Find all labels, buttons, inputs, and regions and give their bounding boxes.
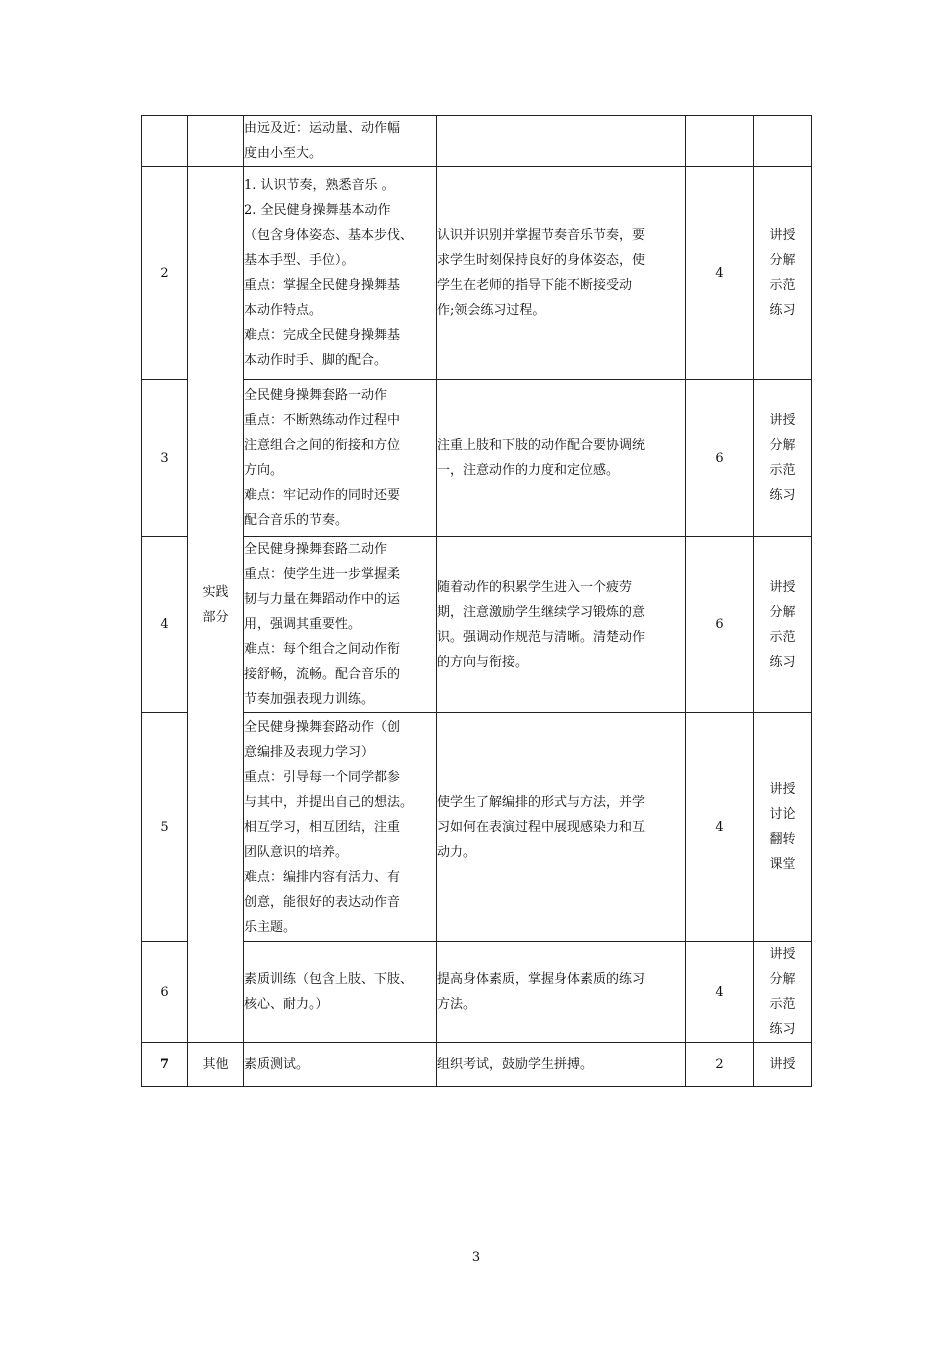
content-line: 方向。 — [244, 463, 284, 478]
method-line: 讲授 — [769, 228, 796, 243]
method-line: 示范 — [769, 278, 796, 293]
content-line: 全民健身操舞套路二动作 — [244, 542, 388, 557]
hours-cell: 2 — [686, 1043, 754, 1087]
content-cell — [244, 942, 437, 1043]
content-line: 配合音乐的节奏。 — [244, 513, 349, 528]
row-number-cell: 5 — [142, 713, 188, 942]
requirement-line: 一，注意动作的力度和定位感。 — [437, 463, 620, 478]
content-line: 重点：不断熟练动作过程中 — [244, 413, 401, 428]
content-line: 注意组合之间的衔接和方位 — [244, 438, 401, 453]
teaching-plan-table — [141, 115, 812, 1087]
method-line: 分解 — [769, 972, 796, 987]
table-row — [142, 116, 812, 167]
practice-part-cell — [188, 167, 244, 1043]
method-cell — [754, 1043, 812, 1087]
content-line: 基本手型、手位）。 — [244, 253, 355, 268]
method-line: 分解 — [769, 253, 796, 268]
requirement-line: 动力。 — [437, 844, 477, 860]
requirement-line: 学生在老师的指导下能不断接受动 — [437, 278, 633, 293]
requirement-line: 求学生时刻保持良好的身体姿态，使 — [437, 253, 646, 268]
requirement-line: 注重上肢和下肢的动作配合要协调统 — [437, 438, 646, 453]
requirement-cell — [437, 1043, 686, 1087]
hours-cell: 4 — [686, 713, 754, 942]
content-line: 难点：牢记动作的同时还要 — [244, 488, 401, 503]
content-line: 1. 认识节奏，熟悉音乐 。 — [244, 178, 395, 193]
content-cell — [244, 167, 437, 380]
part-label-line: 部分 — [202, 609, 229, 625]
requirement-line: 方法。 — [437, 997, 477, 1012]
content-line: 难点：完成全民健身操舞基 — [244, 328, 401, 343]
content-cell — [244, 116, 437, 167]
method-line: 翻转 — [769, 832, 796, 847]
part-label-line: 实践 — [202, 584, 229, 600]
method-line: 示范 — [769, 997, 796, 1012]
method-line: 分解 — [769, 438, 796, 453]
requirement-line: 组织考试，鼓励学生拼搏。 — [437, 1057, 594, 1072]
method-cell — [754, 713, 812, 942]
content-line: 相互学习，相互团结，注重 — [244, 819, 401, 835]
content-cell — [244, 537, 437, 713]
content-line: 接舒畅，流畅。配合音乐的 — [244, 667, 401, 682]
method-line: 练习 — [769, 1022, 796, 1037]
content-cell — [244, 380, 437, 537]
method-line: 分解 — [769, 604, 796, 620]
content-line: 意编排及表现力学习） — [244, 744, 375, 760]
hours-cell: 4 — [686, 167, 754, 380]
row-number-cell: 3 — [142, 380, 188, 537]
requirement-line: 识。强调动作规范与清晰。清楚动作 — [437, 629, 646, 645]
content-line: 乐主题。 — [244, 919, 297, 935]
row-number-cell: 2 — [142, 167, 188, 380]
content-line: 与其中，并提出自己的想法。 — [244, 794, 414, 810]
content-line: 创意，能很好的表达动作音 — [244, 894, 401, 910]
content-cell — [244, 1043, 437, 1087]
content-line: 团队意识的培养。 — [244, 844, 349, 860]
content-line: 本动作时手、脚的配合。 — [244, 353, 388, 368]
method-line: 讲授 — [769, 782, 796, 797]
hours-cell: 6 — [686, 537, 754, 713]
requirement-cell — [437, 380, 686, 537]
content-line: 难点：每个组合之间动作衔 — [244, 642, 401, 657]
method-line: 讲授 — [769, 1057, 796, 1072]
table-row — [142, 167, 812, 380]
requirement-cell — [437, 537, 686, 713]
requirement-line: 期，注意激励学生继续学习锻炼的意 — [437, 604, 646, 620]
hours-cell: 6 — [686, 380, 754, 537]
method-line: 练习 — [769, 303, 796, 318]
part-cell: 其他 — [188, 1043, 244, 1087]
content-line: 全民健身操舞套路一动作 — [244, 388, 388, 403]
method-line: 讲授 — [769, 947, 796, 962]
method-line: 练习 — [769, 488, 796, 503]
row-number-cell: 4 — [142, 537, 188, 713]
page-number: 3 — [471, 1250, 481, 1265]
method-cell — [754, 537, 812, 713]
requirement-line: 习如何在表演过程中展现感染力和互 — [437, 819, 646, 835]
content-line: 韧与力量在舞蹈动作中的运 — [244, 592, 401, 607]
content-line: 素质测试。 — [244, 1057, 310, 1072]
content-line: 重点：使学生进一步掌握柔 — [244, 567, 401, 582]
method-cell — [754, 380, 812, 537]
method-cell — [754, 116, 812, 167]
requirement-line: 提高身体素质，掌握身体素质的练习 — [437, 972, 646, 987]
content-line: 素质训练（包含上肢、下肢、 — [244, 972, 414, 987]
content-line: 重点：引导每一个同学都参 — [244, 769, 401, 785]
requirement-line: 认识并识别并掌握节奏音乐节奏，要 — [437, 228, 646, 243]
method-cell — [754, 942, 812, 1043]
content-line: 重点：掌握全民健身操舞基 — [244, 278, 401, 293]
row-number-cell: 7 — [142, 1043, 188, 1087]
content-line: 度由小至大。 — [244, 146, 323, 161]
requirement-cell — [437, 942, 686, 1043]
content-line: 节奏加强表现力训练。 — [244, 692, 375, 707]
requirement-cell — [437, 116, 686, 167]
row-number-cell — [142, 116, 188, 167]
method-line: 示范 — [769, 463, 796, 478]
requirement-cell — [437, 713, 686, 942]
requirement-line: 作;领会练习过程。 — [437, 303, 546, 318]
method-line: 课堂 — [769, 857, 796, 872]
requirement-line: 随着动作的积累学生进入一个疲劳 — [437, 579, 633, 595]
content-line: 本动作特点。 — [244, 303, 323, 318]
content-line: 由远及近：运动量、动作幅 — [244, 121, 401, 136]
requirement-line: 的方向与衔接。 — [437, 654, 529, 670]
method-cell — [754, 167, 812, 380]
method-line: 讨论 — [769, 807, 796, 822]
content-line: （包含身体姿态、基本步伐、 — [244, 228, 414, 243]
method-line: 练习 — [769, 654, 796, 670]
hours-cell — [686, 116, 754, 167]
method-line: 讲授 — [769, 579, 796, 595]
table-row — [142, 1043, 812, 1087]
part-cell — [188, 116, 244, 167]
content-line: 用，强调其重要性。 — [244, 617, 362, 632]
content-line: 全民健身操舞套路动作（创 — [244, 719, 401, 735]
requirement-cell — [437, 167, 686, 380]
method-line: 讲授 — [769, 413, 796, 428]
requirement-line: 使学生了解编排的形式与方法，并学 — [437, 794, 646, 810]
content-line: 核心、耐力。） — [244, 997, 329, 1012]
method-line: 示范 — [769, 629, 796, 645]
content-line: 2. 全民健身操舞基本动作 — [244, 203, 391, 218]
content-line: 难点：编排内容有活力、有 — [244, 869, 401, 885]
hours-cell: 4 — [686, 942, 754, 1043]
content-cell — [244, 713, 437, 942]
row-number-cell: 6 — [142, 942, 188, 1043]
